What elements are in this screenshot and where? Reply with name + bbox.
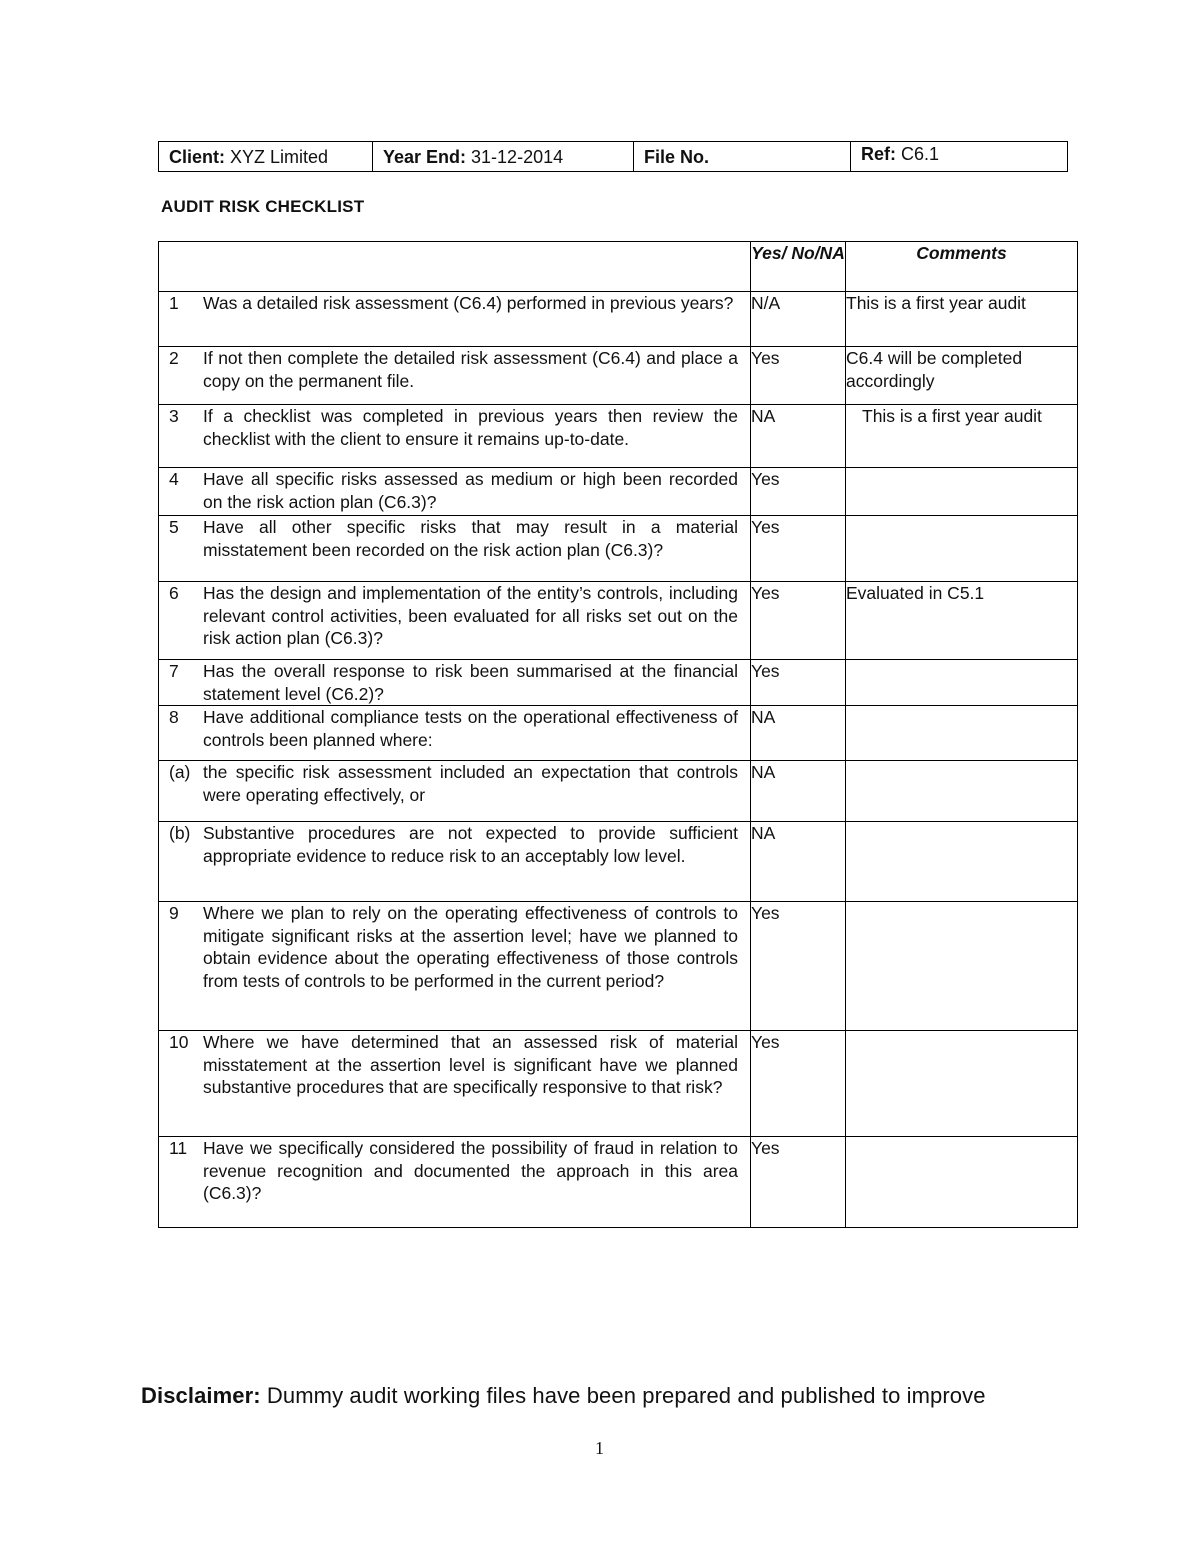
row-answer: N/A bbox=[751, 292, 846, 347]
checklist-table bbox=[158, 241, 1078, 1228]
row-comment bbox=[846, 902, 1078, 1031]
row-question: Have all specific risks assessed as medium or high been recorded on the risk action plan (C6.3)? bbox=[203, 469, 738, 512]
row-number: 3 bbox=[169, 406, 179, 426]
row-answer: NA bbox=[751, 822, 846, 902]
table-row bbox=[159, 822, 1078, 902]
disclaimer bbox=[141, 1383, 986, 1409]
table-row bbox=[159, 902, 1078, 1031]
checklist-title: AUDIT RISK CHECKLIST bbox=[161, 197, 365, 216]
row-comment: C6.4 will be completed accordingly bbox=[846, 347, 1078, 405]
table-row bbox=[159, 468, 1078, 516]
row-answer: Yes bbox=[751, 582, 846, 660]
client-cell bbox=[159, 142, 373, 171]
row-number: 10 bbox=[169, 1032, 189, 1052]
file-no-label: File No. bbox=[644, 147, 710, 167]
row-number: 8 bbox=[169, 707, 179, 727]
table-row bbox=[159, 660, 1078, 706]
row-comment: This is a first year audit bbox=[846, 405, 1078, 468]
table-row bbox=[159, 1031, 1078, 1137]
row-question: Was a detailed risk assessment (C6.4) performed in previous years? bbox=[203, 293, 734, 313]
ref-label: Ref: bbox=[861, 144, 896, 164]
row-answer: NA bbox=[751, 706, 846, 761]
table-row bbox=[159, 405, 1078, 468]
comments-header: Comments bbox=[846, 242, 1078, 292]
row-number: 9 bbox=[169, 903, 179, 923]
year-end-cell bbox=[373, 142, 634, 171]
header-table bbox=[158, 141, 1068, 172]
ref-value: C6.1 bbox=[896, 144, 940, 164]
row-number: 6 bbox=[169, 583, 179, 603]
table-header-row bbox=[159, 242, 1078, 292]
disclaimer-text: Dummy audit working files have been prepared and published to improve bbox=[260, 1383, 986, 1408]
row-answer: Yes bbox=[751, 347, 846, 405]
row-answer: Yes bbox=[751, 516, 846, 582]
row-answer: NA bbox=[751, 405, 846, 468]
table-row bbox=[159, 516, 1078, 582]
row-question: Have we specifically considered the possibility of fraud in relation to revenue recognition and documented the approach in this area (C6.3)? bbox=[203, 1138, 738, 1203]
client-label: Client: bbox=[169, 147, 225, 167]
row-question: the specific risk assessment included an expectation that controls were operating effectively, or bbox=[203, 762, 738, 805]
row-number: 11 bbox=[169, 1138, 188, 1158]
row-answer: Yes bbox=[751, 1137, 846, 1228]
client-value: XYZ Limited bbox=[225, 147, 329, 167]
row-question: Has the overall response to risk been summarised at the financial statement level (C6.2)? bbox=[203, 661, 738, 704]
ref-cell bbox=[851, 142, 1067, 171]
row-comment bbox=[846, 822, 1078, 902]
row-answer: Yes bbox=[751, 1031, 846, 1137]
row-question: Have additional compliance tests on the operational effectiveness of controls been planned where: bbox=[203, 707, 738, 750]
row-number: (b) bbox=[169, 823, 191, 843]
row-answer: Yes bbox=[751, 902, 846, 1031]
row-number: 7 bbox=[169, 661, 179, 681]
row-answer: NA bbox=[751, 761, 846, 822]
row-answer: Yes bbox=[751, 660, 846, 706]
row-comment bbox=[846, 761, 1078, 822]
row-comment bbox=[846, 1137, 1078, 1228]
table-row bbox=[159, 292, 1078, 347]
row-number: 4 bbox=[169, 469, 179, 489]
row-number: 5 bbox=[169, 517, 179, 537]
table-row bbox=[159, 582, 1078, 660]
row-question: If not then complete the detailed risk assessment (C6.4) and place a copy on the permanent file. bbox=[203, 348, 738, 391]
row-comment: Evaluated in C5.1 bbox=[846, 582, 1078, 660]
row-comment bbox=[846, 516, 1078, 582]
row-question: Where we plan to rely on the operating effectiveness of controls to mitigate significant risks at the assertion level; have we planned to obtain evidence about the operating effectiveness of those controls from tests of controls to be performed in the current period? bbox=[203, 903, 738, 991]
table-row bbox=[159, 761, 1078, 822]
row-question: Where we have determined that an assessed risk of material misstatement at the assertion level is significant have we planned substantive procedures that are specifically responsive to that risk? bbox=[203, 1032, 738, 1097]
page-number: 1 bbox=[595, 1438, 604, 1458]
row-comment: This is a first year audit bbox=[846, 292, 1078, 347]
file-no-cell bbox=[634, 142, 851, 171]
row-number: 1 bbox=[169, 293, 179, 313]
year-end-label: Year End: bbox=[383, 147, 467, 167]
year-end-value: 31-12-2014 bbox=[466, 147, 564, 167]
row-number: 2 bbox=[169, 348, 179, 368]
row-question: Has the design and implementation of the entity’s controls, including relevant control activities, been evaluated for all risks set out on the risk action plan (C6.3)? bbox=[203, 583, 738, 648]
row-question: Substantive procedures are not expected to provide sufficient appropriate evidence to reduce risk to an acceptably low level. bbox=[203, 823, 738, 866]
row-number: (a) bbox=[169, 762, 191, 782]
row-comment bbox=[846, 706, 1078, 761]
yes-no-header: Yes/ No/NA bbox=[751, 242, 846, 292]
row-question: Have all other specific risks that may result in a material misstatement been recorded on the risk action plan (C6.3)? bbox=[203, 517, 738, 560]
table-row bbox=[159, 706, 1078, 761]
table-row bbox=[159, 1137, 1078, 1228]
table-row bbox=[159, 347, 1078, 405]
row-comment bbox=[846, 660, 1078, 706]
row-question: If a checklist was completed in previous years then review the checklist with the client to ensure it remains up-to-date. bbox=[203, 406, 738, 449]
question-header bbox=[159, 242, 751, 292]
row-comment bbox=[846, 468, 1078, 516]
disclaimer-label: Disclaimer: bbox=[141, 1383, 261, 1408]
row-answer: Yes bbox=[751, 468, 846, 516]
row-comment bbox=[846, 1031, 1078, 1137]
